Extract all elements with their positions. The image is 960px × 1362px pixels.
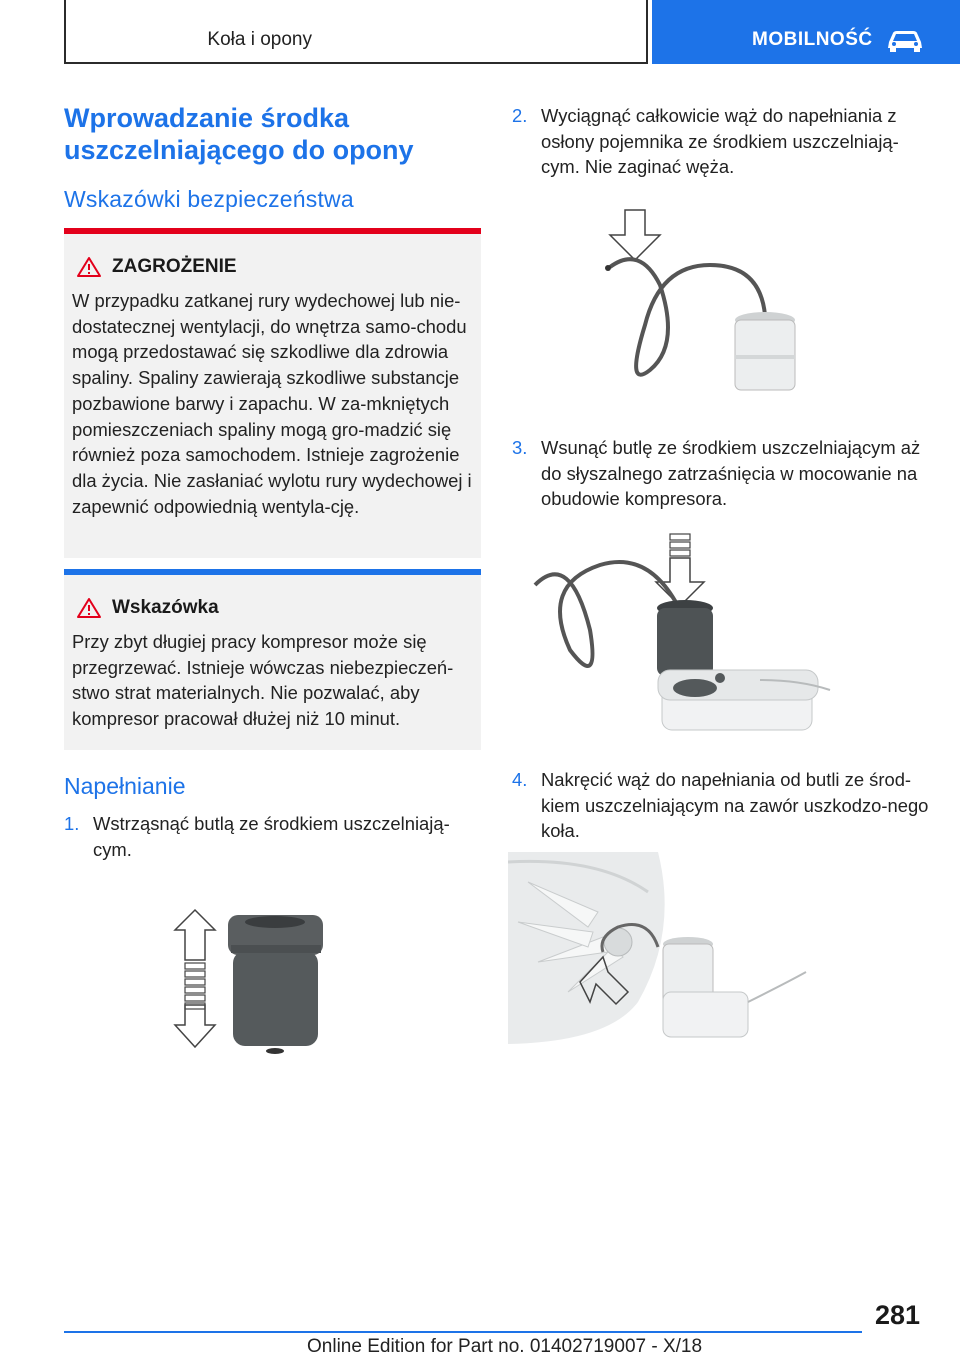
danger-header — [76, 256, 473, 278]
step-text: Nakręcić wąż do napełniania od butli ze środ-kiem uszczelniającym na zawór uszkodzo-nego koła. — [541, 769, 929, 842]
header-chapter-label: MOBILNOŚĆ — [752, 29, 873, 50]
step-number: 4. — [512, 769, 528, 790]
step-number: 1. — [64, 813, 80, 834]
step-4 — [512, 767, 932, 844]
notice-heading: Wskazówka — [112, 597, 219, 618]
warning-triangle-icon — [76, 597, 102, 619]
safety-subtitle: Wskazówki bezpieczeństwa — [64, 186, 354, 212]
header-section-box — [64, 0, 648, 64]
step-1 — [64, 811, 469, 862]
wheel-compressor-illustration — [508, 852, 808, 1044]
footer-divider — [64, 1331, 862, 1333]
step-2 — [512, 103, 932, 180]
step-number: 2. — [512, 105, 528, 126]
step-number: 3. — [512, 437, 528, 458]
notice-header — [76, 597, 473, 619]
notice-text: Przy zbyt długiej pracy kompresor może się przegrzewać. Istnieje wówczas niebezpieczeń-stwo strat materialnych. Nie pozwalać, aby kompresor pracował dłużej niż 10 minut. — [72, 631, 454, 730]
section-title-filling: Napełnianie — [64, 773, 186, 799]
danger-heading: ZAGROŻENIE — [112, 256, 237, 277]
footer-edition: Online Edition for Part no. 01402719007 - X/18 — [307, 1336, 703, 1357]
page-number: 281 — [874, 1300, 920, 1330]
bottle-compressor-illustration — [530, 530, 840, 745]
page-title: Wprowadzanie środka uszczelniającego do opony — [64, 103, 414, 165]
step-text: Wyciągnąć całkowicie wąż do napełniania z osłony pojemnika ze środkiem uszczelniają-cym. Nie zaginać węża. — [541, 105, 899, 178]
danger-text: W przypadku zatkanej rury wydechowej lub nie-dostatecznej wentylacji, do wnętrza samo-chodu mogą przedostawać się szkodliwe dla zdrowia spaliny. Spaliny zawierają szkodliwe substancje pozbawione barwy i zapachu. W za-mkniętych pomieszczeniach spaliny mogą gro-madzić się również poza samochodem. Istnieje zagrożenie dla życia. Nie zasłaniać wylotu rury wydechowej i zapewnić odpowiednią wentyla-cję. — [72, 290, 472, 517]
step-text: Wstrząsnąć butlą ze środkiem uszczelniają-cym. — [93, 813, 450, 860]
step-3 — [512, 435, 932, 512]
notice-box — [64, 569, 481, 750]
car-icon — [885, 28, 925, 54]
step-text: Wsunąć butlę ze środkiem uszczelniającym aż do słyszalnego zatrzaśnięcia w mocowanie na obudowie kompresora. — [541, 437, 921, 510]
hose-container-illustration — [600, 205, 800, 400]
header-chapter-tab[interactable] — [652, 0, 960, 64]
header-section-title: Koła i opony — [207, 29, 312, 50]
shake-bottle-illustration — [165, 905, 335, 1060]
warning-triangle-icon — [76, 256, 102, 278]
danger-box — [64, 228, 481, 558]
